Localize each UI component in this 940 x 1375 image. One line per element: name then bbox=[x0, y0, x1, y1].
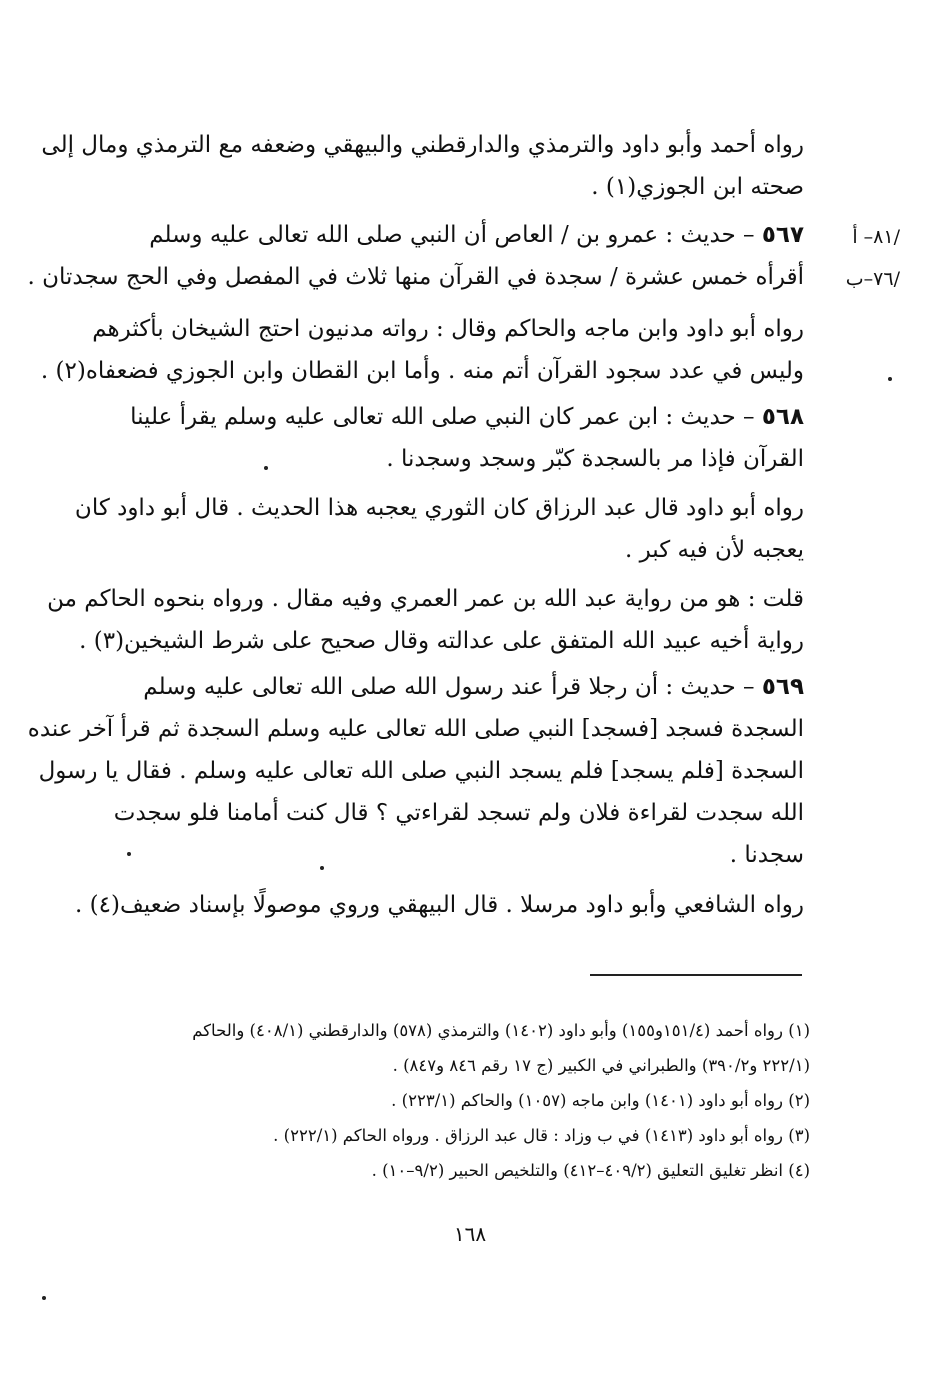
footnote-2: (٢) رواه أبو داود (١٤٠١) وابن ماجه (١٠٥٧) والحاكم (٢٢٣/١) . bbox=[391, 1091, 810, 1110]
text-line: رواه أبو داود قال عبد الرزاق كان الثوري يعجبه هذا الحديث . قال أبو داود كان bbox=[74, 495, 804, 521]
footnote-1: (١) رواه أحمد (١٥١/٤و١٥٥) وأبو داود (١٤٠٢) والترمذي (٥٧٨) والدارقطني (٤٠٨/١) والحاكم bbox=[192, 1021, 810, 1040]
scan-speck bbox=[888, 377, 892, 381]
footnote-3: (٣) رواه أبو داود (١٤١٣) في ب وزاد : قال عبد الرزاق . ورواه الحاكم (٢٢٢/١) . bbox=[273, 1126, 810, 1145]
hadith-number: ٥٦٧ bbox=[761, 222, 804, 248]
footnotes bbox=[150, 1013, 810, 1188]
text-line bbox=[128, 214, 804, 256]
hadith-number: ٥٦٨ bbox=[761, 404, 804, 430]
footnote-separator bbox=[590, 974, 802, 976]
commentary-569 bbox=[75, 884, 804, 926]
footnote-1-cont: (٢٢٢/١ و٣٩٠/٢) والطبراني في الكبير (ج ١٧ رقم ٨٤٦ و٨٤٧) . bbox=[392, 1056, 810, 1075]
text-line: يعجبه لأن فيه كبر . bbox=[624, 537, 804, 563]
scan-speck bbox=[127, 852, 131, 856]
text-line: رواه أحمد وأبو داود والترمذي والدارقطني والبيهقي وضعفه مع الترمذي ومال إلى bbox=[41, 132, 804, 158]
text-line: وليس في عدد سجود القرآن أتم منه . وأما ابن القطان وابن الجوزي فضعفاه(٢) . bbox=[40, 358, 804, 384]
hadith-text: – حديث : ابن عمر كان النبي صلى الله تعالى عليه وسلم يقرأ علينا bbox=[130, 404, 755, 430]
text-line: سجدنا . bbox=[729, 842, 804, 868]
main-text bbox=[41, 124, 804, 208]
scan-speck bbox=[264, 466, 268, 470]
text-line: السجدة [فلم يسجد] فلم يسجد النبي صلى الله تعالى عليه وسلم . فقال يا رسول bbox=[38, 758, 804, 784]
margin-note-folio-a: /٨١– أ bbox=[852, 226, 900, 248]
hadith-number: ٥٦٩ bbox=[761, 674, 804, 700]
text-line: رواية أخيه عبيد الله المتفق على عدالته وقال صحيح على شرط الشيخين(٣) . bbox=[79, 628, 804, 654]
scan-speck bbox=[42, 1296, 46, 1300]
text-line: صحته ابن الجوزي(١) . bbox=[591, 174, 804, 200]
scan-speck bbox=[320, 866, 324, 870]
text-line: رواه الشافعي وأبو داود مرسلا . قال البيهقي وروي موصولًا بإسناد ضعيف(٤) . bbox=[75, 892, 804, 918]
commentary-568 bbox=[74, 487, 804, 571]
note-568 bbox=[47, 578, 804, 662]
margin-note-folio-b: /٧٦–ب bbox=[845, 268, 900, 290]
hadith-568 bbox=[128, 396, 804, 480]
text-line: رواه أبو داود وابن ماجه والحاكم وقال : رواته مدنيون احتج الشيخان بأكثرهم bbox=[92, 316, 804, 342]
text-line bbox=[128, 666, 804, 708]
hadith-text: – حديث : أن رجلا قرأ عند رسول الله صلى الله تعالى عليه وسلم bbox=[143, 674, 755, 700]
hadith-567 bbox=[27, 214, 804, 298]
hadith-569 bbox=[27, 666, 804, 876]
text-line: القرآن فإذا مر بالسجدة كبّر وسجد وسجدنا . bbox=[386, 446, 804, 472]
page-number: ١٦٨ bbox=[453, 1222, 487, 1246]
commentary-567 bbox=[40, 308, 804, 392]
text-line: قلت : هو من رواية عبد الله بن عمر العمري وفيه مقال . ورواه بنحوه الحاكم من bbox=[47, 586, 804, 612]
hadith-text: – حديث : عمرو بن / العاص أن النبي صلى الله تعالى عليه وسلم bbox=[149, 222, 755, 248]
footnote-4: (٤) انظر تغليق التعليق (٤٠٩/٢–٤١٢) والتلخيص الحبير (٩/٢–١٠) . bbox=[371, 1161, 810, 1180]
text-line: الله سجدت لقراءة فلان ولم تسجد لقراءتي ؟ قال كنت أمامنا فلو سجدت bbox=[113, 800, 804, 826]
text-line: السجدة فسجد [فسجد] النبي صلى الله تعالى عليه وسلم السجدة ثم قرأ آخر عنده bbox=[27, 716, 804, 742]
text-line: أقرأه خمس عشرة / سجدة في القرآن منها ثلاث في المفصل وفي الحج سجدتان . bbox=[27, 264, 804, 290]
text-line bbox=[128, 396, 804, 438]
